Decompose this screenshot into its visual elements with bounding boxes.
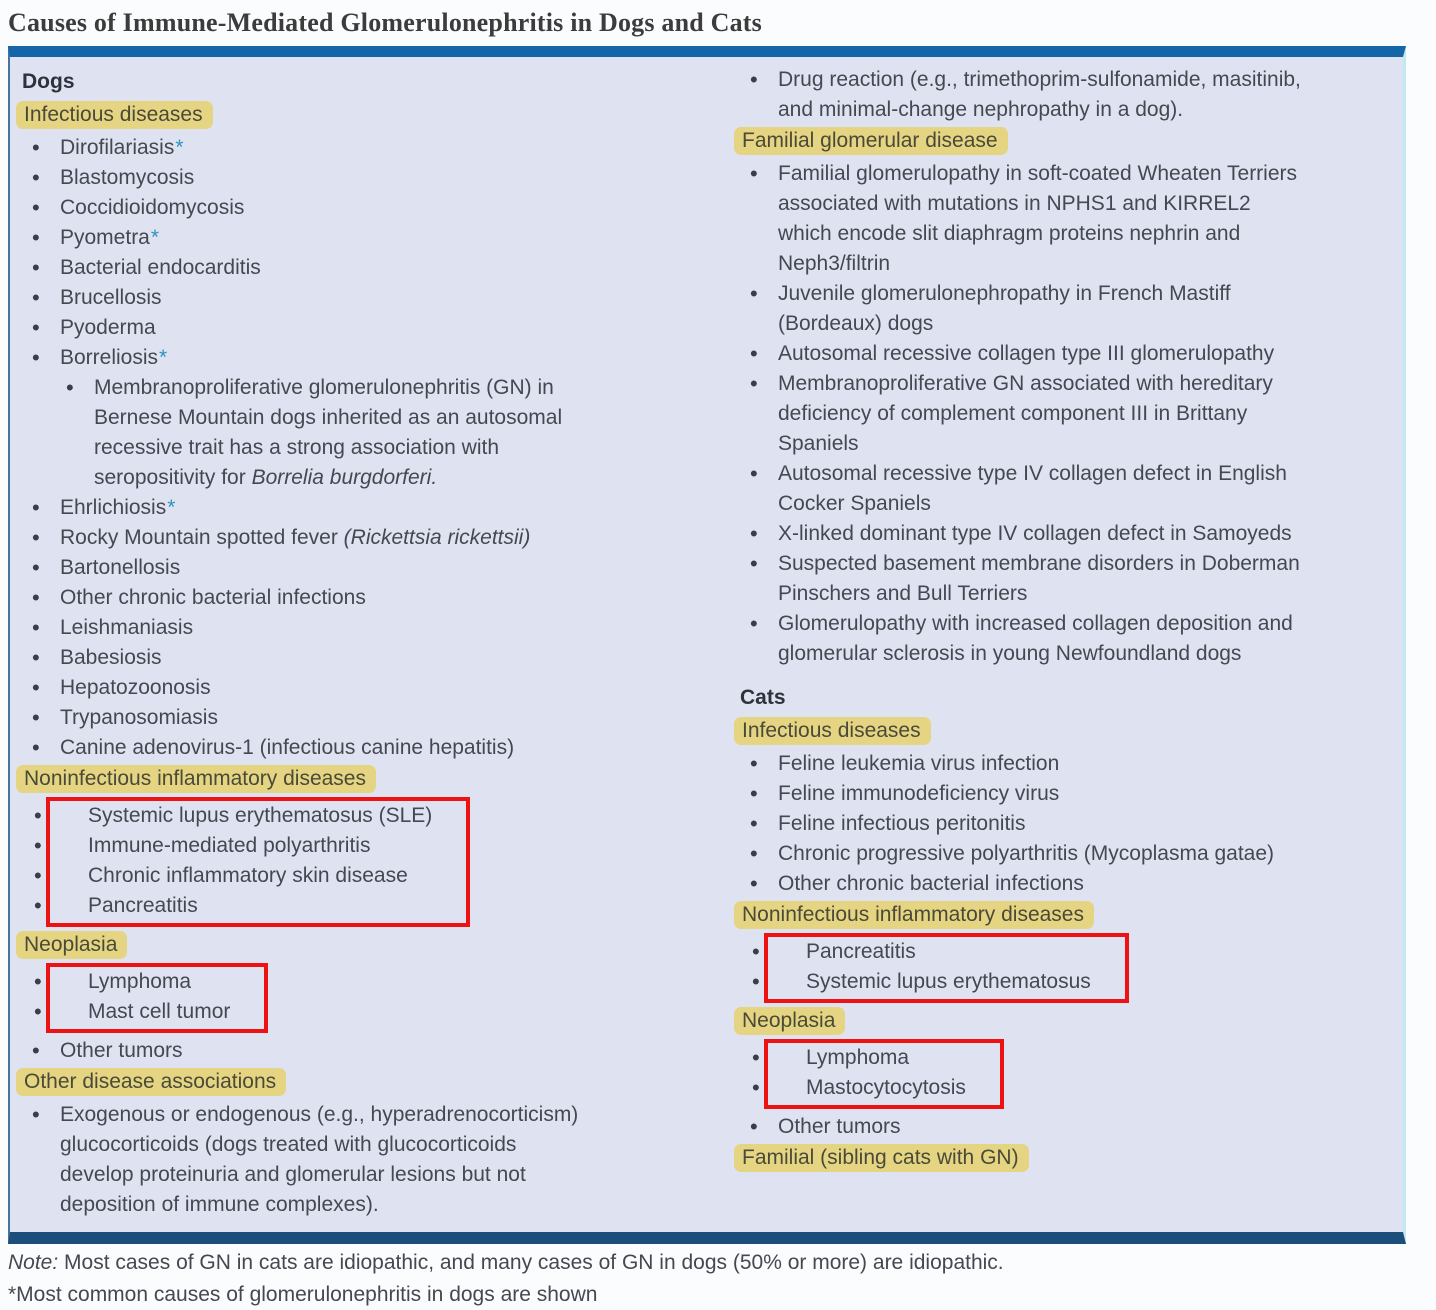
section-highlight: Noninfectious inflammatory diseases [734, 901, 1094, 929]
red-annotation-box [46, 797, 470, 927]
bullet-icon [34, 967, 42, 998]
list-item [740, 549, 1392, 609]
bullet-icon [750, 159, 758, 190]
bullet-icon [34, 831, 42, 862]
list-item [22, 133, 662, 163]
list-item [740, 749, 1392, 779]
item-text: Familial glomerulopathy in soft-coated Wheaten Terriers [778, 162, 1298, 185]
item-text: Membranoproliferative glomerulonephritis (GN) in [94, 376, 554, 399]
list-item [50, 967, 230, 997]
bullet-icon [32, 163, 40, 194]
list-item [22, 733, 662, 763]
item-text: recessive trait has a strong association with [94, 436, 500, 459]
bullet-icon [750, 459, 758, 490]
list-item [740, 369, 1392, 459]
disease-list [768, 1043, 966, 1103]
item-text: Spaniels [778, 432, 859, 455]
list-item [22, 223, 662, 253]
list-item [740, 809, 1392, 839]
item-text: Systemic lupus erythematosus (SLE) [88, 804, 433, 827]
item-text: Feline leukemia virus infection [778, 752, 1060, 775]
list-item [50, 997, 230, 1027]
item-text: Trypanosomiasis [60, 706, 218, 729]
disease-list [22, 373, 662, 493]
section-row [740, 1006, 1392, 1038]
cut-line-text: *Most common causes of glomerulonephritis in dogs are shown [8, 1283, 598, 1306]
list-item [22, 613, 662, 643]
bullet-icon [32, 493, 40, 524]
item-text: seropositivity for [94, 466, 252, 489]
bullet-icon [34, 801, 42, 832]
item-text: X-linked dominant type IV collagen defect in Samoyeds [778, 522, 1292, 545]
item-text: glucocorticoids (dogs treated with glucocorticoids [60, 1133, 517, 1156]
bullet-icon [32, 673, 40, 704]
item-text: Blastomycosis [60, 166, 195, 189]
list-item [740, 609, 1392, 669]
bullet-icon [34, 997, 42, 1028]
item-text: Glomerulopathy with increased collagen deposition and [778, 612, 1293, 635]
bullet-icon [32, 343, 40, 374]
list-item [22, 523, 662, 553]
item-text: (Rickettsia rickettsii) [343, 526, 531, 549]
red-annotation-box [46, 963, 268, 1033]
item-text: Chronic inflammatory skin disease [88, 864, 408, 887]
list-item [50, 801, 432, 831]
asterisk-marker: * [175, 136, 184, 159]
item-text: Mast cell tumor [88, 1000, 231, 1023]
note-text: Most cases of GN in cats are idiopathic, and many cases of GN in dogs (50% or more) are idiopathic. [58, 1251, 1004, 1274]
item-text: Coccidioidomycosis [60, 196, 245, 219]
disease-list [22, 1036, 662, 1066]
item-text: Babesiosis [60, 646, 162, 669]
list-item [22, 253, 662, 283]
bullet-icon [32, 583, 40, 614]
item-text: Leishmaniasis [60, 616, 194, 639]
bullet-icon [750, 279, 758, 310]
bullet-icon [32, 553, 40, 584]
item-text: Other tumors [60, 1039, 183, 1062]
section-row [22, 1067, 662, 1099]
asterisk-marker: * [167, 496, 176, 519]
left-column [22, 65, 662, 1220]
table-title: Causes of Immune-Mediated Glomerulonephritis in Dogs and Cats [8, 8, 762, 37]
list-item [50, 861, 432, 891]
bullet-icon [750, 809, 758, 840]
disease-list [740, 749, 1392, 899]
list-item [22, 1100, 662, 1220]
item-text: Bernese Mountain dogs inherited as an autosomal [94, 406, 563, 429]
right-column [740, 65, 1392, 1176]
disease-list [22, 133, 662, 373]
list-item [22, 703, 662, 733]
bullet-icon [32, 313, 40, 344]
footnote-note [8, 1250, 1436, 1276]
list-item [740, 839, 1392, 869]
item-text: deposition of immune complexes). [60, 1193, 379, 1216]
bullet-icon [752, 1073, 760, 1104]
item-text: which encode slit diaphragm proteins nephrin and [778, 222, 1241, 245]
bullet-icon [32, 193, 40, 224]
item-text: Pancreatitis [806, 940, 916, 963]
section-highlight: Neoplasia [16, 931, 127, 959]
bullet-icon [32, 223, 40, 254]
item-text: Systemic lupus erythematosus [806, 970, 1091, 993]
item-text: (Bordeaux) dogs [778, 312, 934, 335]
item-text: Dirofilariasis [60, 136, 175, 159]
list-item [22, 193, 662, 223]
bullet-icon [750, 1112, 758, 1143]
list-item [740, 339, 1392, 369]
list-item [22, 1036, 662, 1066]
item-text: Borreliosis [60, 346, 159, 369]
section-row [740, 900, 1392, 932]
bullet-icon [750, 609, 758, 640]
bullet-icon [32, 283, 40, 314]
item-text: Autosomal recessive collagen type III glomerulopathy [778, 342, 1275, 365]
item-text: Pancreatitis [88, 894, 198, 917]
item-text: Chronic progressive polyarthritis (Mycoplasma gatae) [778, 842, 1275, 865]
list-item [22, 493, 662, 523]
item-text: Ehrlichiosis [60, 496, 167, 519]
asterisk-marker: * [159, 346, 168, 369]
item-text: Bartonellosis [60, 556, 181, 579]
table-panel [8, 46, 1406, 1244]
item-text: associated with mutations in NPHS1 and KIRREL2 [778, 192, 1251, 215]
footnote-cutoff-line [8, 1280, 1436, 1310]
disease-list [740, 1112, 1392, 1142]
bullet-icon [752, 937, 760, 968]
bullet-icon [750, 65, 758, 96]
item-text: Pyoderma [60, 316, 156, 339]
item-text: and minimal-change nephropathy in a dog). [778, 98, 1184, 121]
item-text: Drug reaction (e.g., trimethoprim-sulfonamide, masitinib, [778, 68, 1301, 91]
asterisk-marker: * [150, 226, 160, 249]
bullet-icon [752, 1043, 760, 1074]
bullet-icon [32, 1036, 40, 1067]
item-text: Pinschers and Bull Terriers [778, 582, 1028, 605]
list-item [22, 343, 662, 373]
bullet-icon [32, 733, 40, 764]
list-item [50, 831, 432, 861]
bullet-icon [752, 967, 760, 998]
item-text: Borrelia burgdorferi. [251, 466, 438, 489]
item-text: Feline immunodeficiency virus [778, 782, 1060, 805]
item-text: Lymphoma [88, 970, 192, 993]
list-item [22, 313, 662, 343]
bullet-icon [32, 523, 40, 554]
list-item [740, 869, 1392, 899]
item-text: Juvenile glomerulonephropathy in French Mastiff [778, 282, 1231, 305]
bullet-icon [32, 703, 40, 734]
bullet-icon [32, 253, 40, 284]
bullet-icon [34, 861, 42, 892]
bullet-icon [34, 891, 42, 922]
disease-list [22, 493, 662, 763]
item-text: Neph3/filtrin [778, 252, 891, 275]
list-item [740, 519, 1392, 549]
item-text: Membranoproliferative GN associated with hereditary [778, 372, 1273, 395]
list-item [768, 967, 1091, 997]
bullet-icon [750, 519, 758, 550]
item-text: Pyometra [60, 226, 150, 249]
section-highlight: Familial glomerular disease [734, 127, 1008, 155]
disease-list [50, 967, 230, 1027]
item-text: Cocker Spaniels [778, 492, 931, 515]
item-text: Immune-mediated polyarthritis [88, 834, 371, 857]
bullet-icon [32, 133, 40, 164]
bullet-icon [750, 369, 758, 400]
disease-list [50, 801, 432, 921]
list-item [22, 583, 662, 613]
section-highlight: Noninfectious inflammatory diseases [16, 765, 376, 793]
section-row [22, 100, 662, 132]
bullet-icon [32, 613, 40, 644]
section-row [22, 764, 662, 796]
bullet-icon [32, 643, 40, 674]
list-item [768, 1073, 966, 1103]
item-text: Bacterial endocarditis [60, 256, 261, 279]
bullet-icon [750, 549, 758, 580]
item-text: Exogenous or endogenous (e.g., hyperadrenocorticism) [60, 1103, 579, 1126]
section-highlight: Neoplasia [734, 1007, 845, 1035]
species-header: Dogs [22, 70, 75, 93]
bullet-icon [750, 839, 758, 870]
list-item [22, 373, 662, 493]
item-text: Rocky Mountain spotted fever [60, 526, 344, 549]
section-row [740, 716, 1392, 748]
list-item [22, 643, 662, 673]
item-text: Suspected basement membrane disorders in Doberman [778, 552, 1300, 575]
item-text: Canine adenovirus-1 (infectious canine hepatitis) [60, 736, 515, 759]
item-text: Lymphoma [806, 1046, 910, 1069]
list-item [740, 459, 1392, 519]
list-item [740, 1112, 1392, 1142]
red-annotation-box [764, 933, 1129, 1003]
bullet-icon [750, 749, 758, 780]
item-text: Other tumors [778, 1115, 901, 1138]
list-item [22, 283, 662, 313]
section-highlight: Infectious diseases [734, 717, 931, 745]
list-item [768, 937, 1091, 967]
item-text: Feline infectious peritonitis [778, 812, 1026, 835]
bullet-icon [750, 779, 758, 810]
list-item [768, 1043, 966, 1073]
list-item [740, 65, 1392, 125]
item-text: develop proteinuria and glomerular lesions but not [60, 1163, 526, 1186]
disease-list [768, 937, 1091, 997]
item-text: Other chronic bacterial infections [778, 872, 1084, 895]
section-row [740, 1143, 1392, 1175]
list-item [50, 891, 432, 921]
bullet-icon [750, 869, 758, 900]
list-item [740, 779, 1392, 809]
list-item [22, 163, 662, 193]
bullet-icon [750, 339, 758, 370]
list-item [22, 553, 662, 583]
disease-list [740, 159, 1392, 669]
list-item [740, 279, 1392, 339]
list-item [740, 159, 1392, 279]
section-row [740, 126, 1392, 158]
section-highlight: Infectious diseases [16, 101, 213, 129]
item-text: Brucellosis [60, 286, 162, 309]
item-text: Other chronic bacterial infections [60, 586, 366, 609]
item-text: Hepatozoonosis [60, 676, 211, 699]
bullet-icon [66, 373, 74, 404]
item-text: Autosomal recessive type IV collagen defect in English [778, 462, 1287, 485]
species-header: Cats [740, 686, 786, 709]
bullet-icon [32, 1100, 40, 1131]
disease-list [740, 65, 1392, 125]
section-highlight: Other disease associations [16, 1068, 286, 1096]
section-row [22, 930, 662, 962]
list-item [22, 673, 662, 703]
note-label: Note: [8, 1251, 59, 1274]
red-annotation-box [764, 1039, 1004, 1109]
item-text: Mastocytocytosis [806, 1076, 966, 1099]
item-text: deficiency of complement component III in Brittany [778, 402, 1248, 425]
disease-list [22, 1100, 662, 1220]
section-highlight: Familial (sibling cats with GN) [734, 1144, 1029, 1172]
item-text: glomerular sclerosis in young Newfoundland dogs [778, 642, 1242, 665]
